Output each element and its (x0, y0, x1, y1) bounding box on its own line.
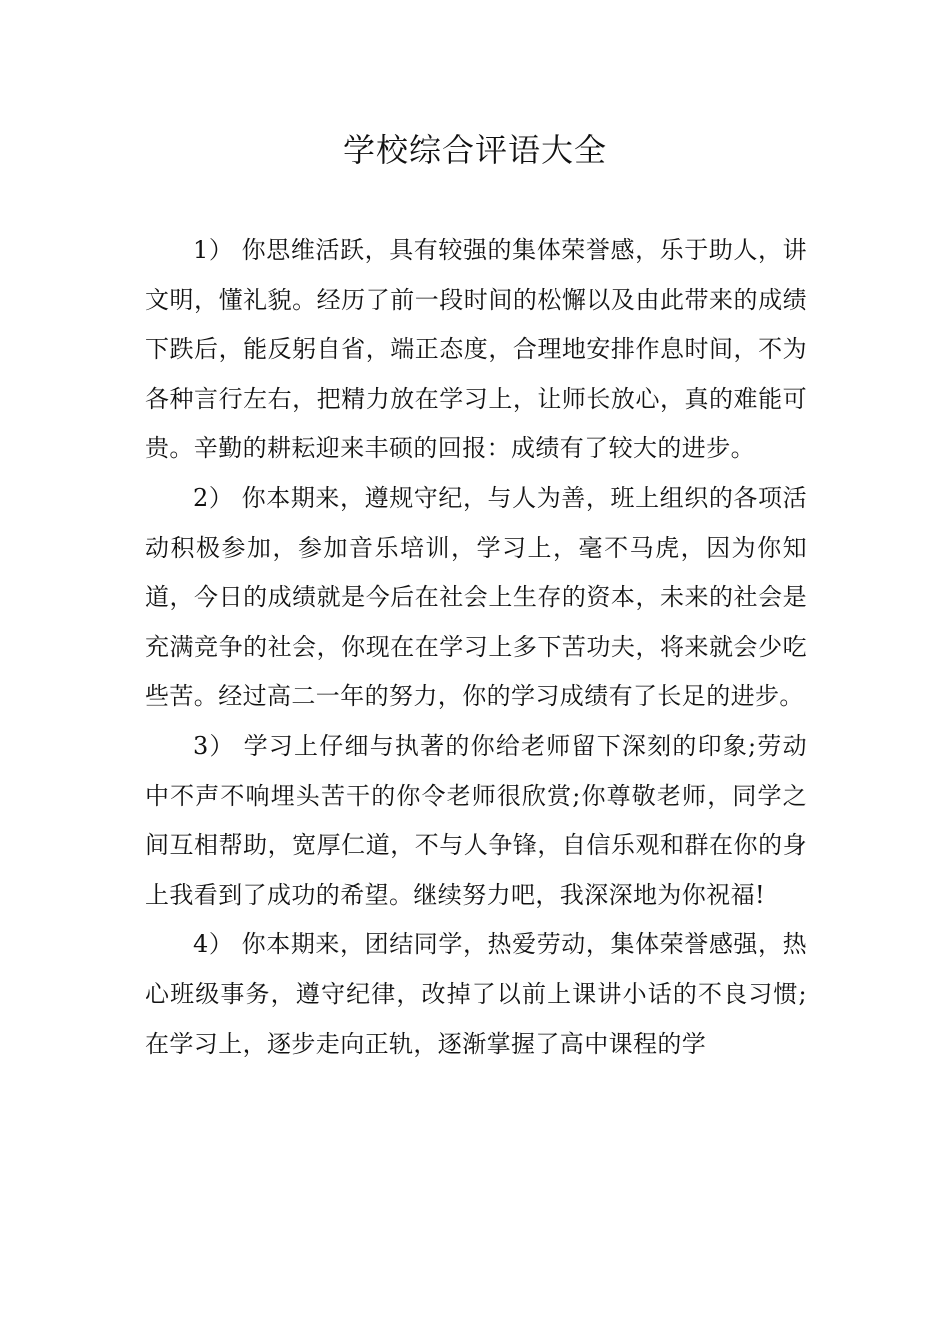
comment-paragraph-1: 1） 你思维活跃，具有较强的集体荣誉感，乐于助人，讲文明，懂礼貌。经历了前一段时间的松懈以及由此带来的成绩下跌后，能反躬自省，端正态度，合理地安排作息时间，不为各种言行左右，把精力放在学习上，让师长放心，真的难能可贵。辛勤的耕耘迎来丰硕的回报：成绩有了较大的进步。 (145, 236, 807, 463)
document-title: 学校综合评语大全 (342, 131, 607, 169)
comment-paragraph-2: 2） 你本期来，遵规守纪，与人为善，班上组织的各项活动积极参加，参加音乐培训，学习上，毫不马虎，因为你知道，今日的成绩就是今后在社会上生存的资本，未来的社会是充满竞争的社会，你现在在学习上多下苦功夫，将来就会少吃些苦。经过高二一年的努力，你的学习成绩有了长足的进步。 (145, 483, 807, 711)
comment-paragraph-3: 3） 学习上仔细与执著的你给老师留下深刻的印象;劳动中不声不响埋头苦干的你令老师很欣赏;你尊敬老师，同学之间互相帮助，宽厚仁道，不与人争锋，自信乐观和群在你的身上我看到了成功的希望。继续努力吧，我深深地为你祝福! (145, 731, 807, 909)
document-body (145, 226, 807, 1069)
comment-paragraph-4: 4） 你本期来，团结同学，热爱劳动，集体荣誉感强，热心班级事务，遵守纪律，改掉了以前上课讲小话的不良习惯;在学习上，逐步走向正轨，逐渐掌握了高中课程的学 (145, 930, 807, 1058)
